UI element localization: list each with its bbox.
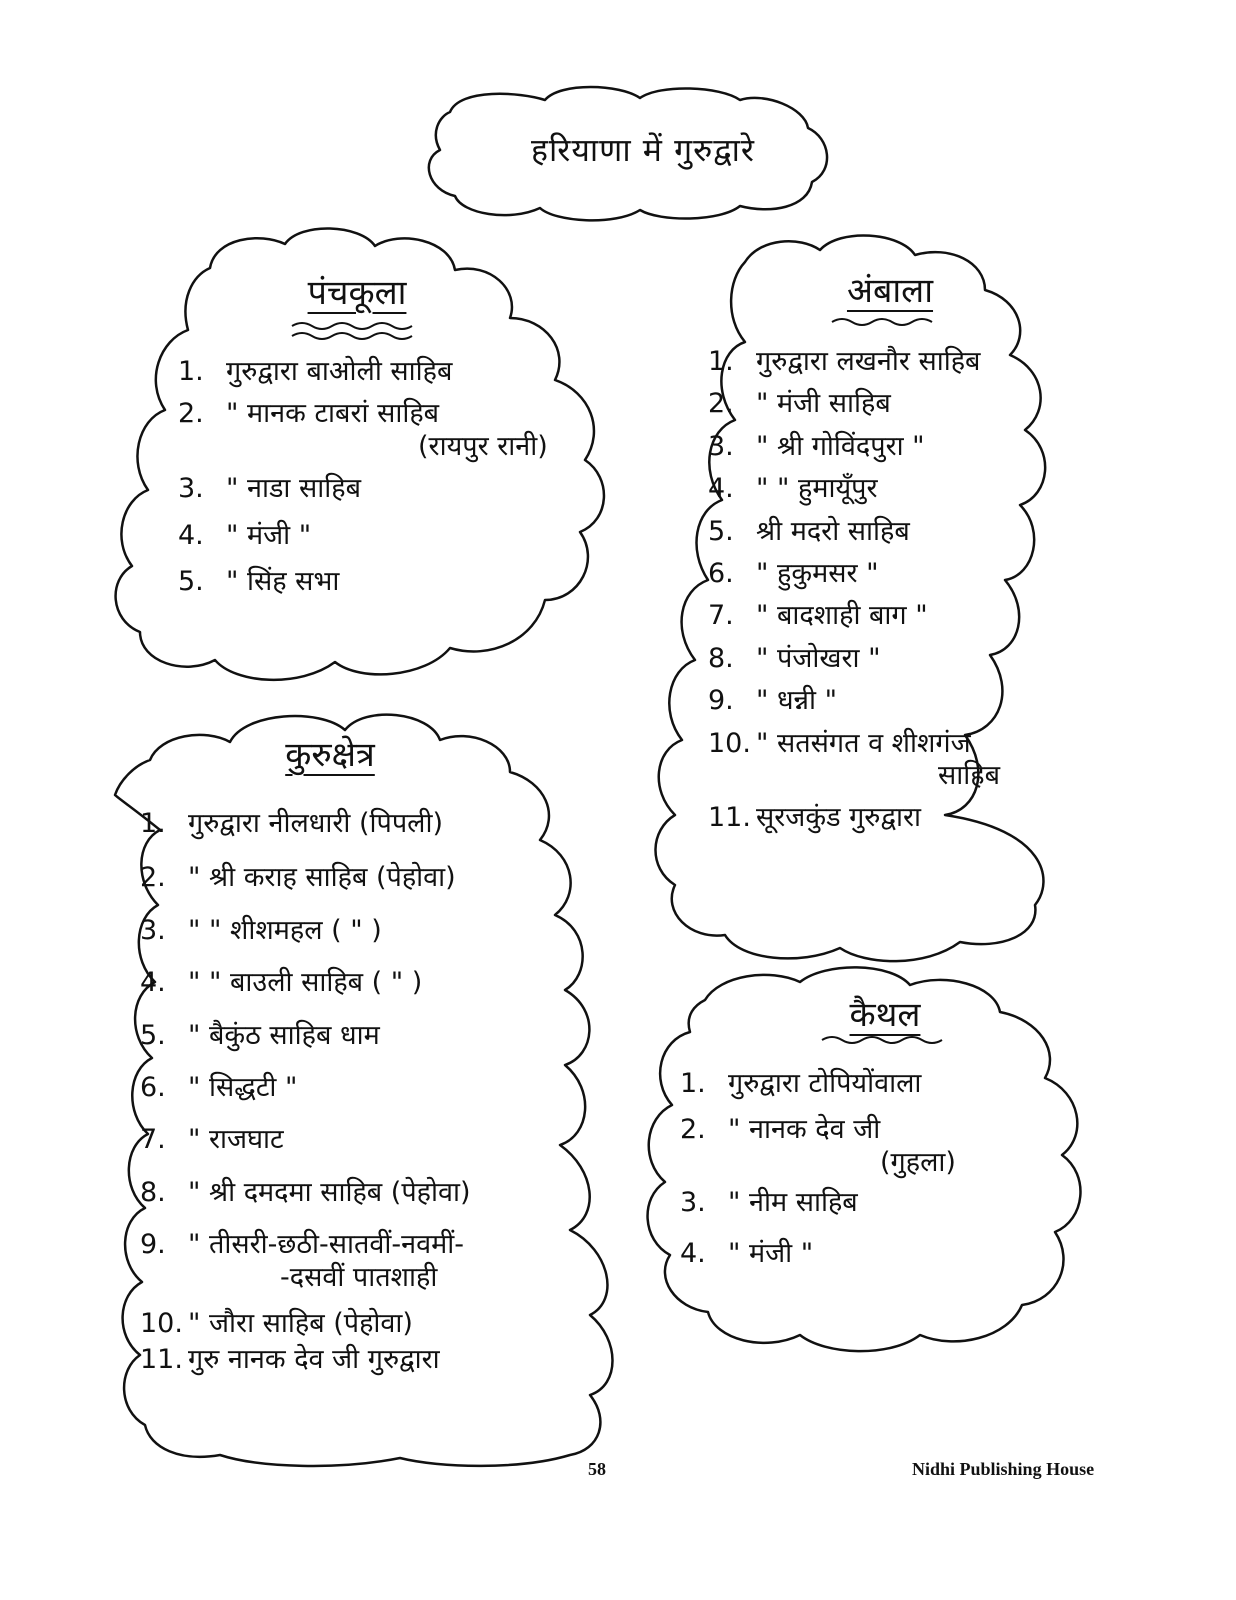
list-item: [708, 685, 1088, 717]
item-text: गुरुद्वारा लखनौर साहिब: [756, 346, 981, 377]
kaithal-heading: कैथल: [849, 995, 921, 1035]
list-item: [680, 1068, 1050, 1100]
item-continuation: (गुहला): [880, 1146, 956, 1178]
item-text: " श्री दमदमा साहिब (पेहोवा): [188, 1176, 471, 1208]
list-item: [140, 808, 610, 840]
list-item: [178, 356, 598, 388]
item-text: " नीम साहिब: [728, 1187, 858, 1219]
list-item: [708, 802, 1088, 834]
list-item: [708, 473, 1088, 505]
item-number: 6.: [708, 557, 734, 589]
item-text: " मंजी साहिब: [756, 388, 891, 420]
item-text: श्री मदरो साहिब: [756, 515, 910, 547]
list-item: [708, 516, 1088, 548]
item-text: " नाडा साहिब: [226, 473, 361, 505]
item-text: " मानक टाबरां साहिब: [226, 398, 440, 430]
list-item: [140, 1229, 610, 1294]
list-item: [140, 1124, 610, 1156]
list-item: [178, 398, 598, 463]
publisher-name: Nidhi Publishing House: [912, 1459, 1095, 1479]
item-text: " मंजी ": [226, 519, 312, 551]
item-number: 2.: [178, 398, 204, 430]
list-item: [140, 915, 610, 947]
item-number: 3.: [178, 473, 204, 505]
item-text: " श्री कराह साहिब (पेहोवा): [188, 862, 456, 894]
item-text: " जौरा साहिब (पेहोवा): [188, 1307, 413, 1339]
ambala-heading: अंबाला: [846, 271, 934, 311]
item-text: गुरुद्वारा टोपियोंवाला: [728, 1068, 922, 1099]
item-number: 1.: [140, 808, 166, 839]
item-text: " " शीशमहल ( " ): [188, 914, 382, 946]
item-text: " बादशाही बाग ": [756, 600, 928, 632]
panchkula-list: [178, 356, 598, 598]
list-item: [140, 1072, 610, 1104]
list-item: [178, 566, 598, 598]
list-item: [140, 1308, 610, 1340]
page-number: 58: [588, 1459, 606, 1479]
item-number: 2.: [708, 388, 734, 420]
kaithal-wave-underline: [820, 1030, 960, 1050]
item-text: " हुकुमसर ": [756, 557, 879, 589]
list-item: [140, 1344, 610, 1376]
item-text: " मंजी ": [728, 1237, 814, 1269]
item-text: " श्री गोविंदपुरा ": [756, 430, 925, 462]
item-text: सूरजकुंड गुरुद्वारा: [756, 802, 921, 834]
list-item: [708, 346, 1088, 378]
item-number: 3.: [680, 1187, 706, 1219]
item-text: " राजघाट: [188, 1124, 284, 1156]
list-item: [708, 643, 1088, 675]
item-number: 8.: [708, 642, 734, 674]
item-text: " पंजोखरा ": [756, 642, 881, 674]
kaithal-list: [680, 1068, 1050, 1270]
item-text: " " बाउली साहिब ( " ): [188, 967, 423, 999]
kurukshetra-list: [140, 808, 610, 1377]
item-text: गुरुद्वारा बाओली साहिब: [226, 356, 453, 387]
list-item: [680, 1187, 1050, 1219]
item-number: 4.: [708, 473, 734, 505]
item-number: 7.: [708, 600, 734, 632]
list-item: [708, 728, 1088, 793]
item-text: गुरुद्वारा नीलधारी (पिपली): [188, 808, 444, 839]
item-continuation: (रायपुर रानी): [418, 430, 548, 462]
item-number: 10.: [140, 1307, 183, 1339]
list-item: [140, 967, 610, 999]
item-number: 7.: [140, 1124, 166, 1156]
item-number: 4.: [178, 519, 204, 551]
item-number: 1.: [708, 346, 734, 377]
panchkula-heading: पंचकूला: [307, 273, 407, 313]
item-text: " बैकुंठ साहिब धाम: [188, 1019, 380, 1051]
item-number: 3.: [140, 914, 166, 946]
item-continuation: -दसवीं पातशाही: [280, 1261, 438, 1293]
item-number: 11.: [140, 1344, 183, 1376]
item-text: " नानक देव जी: [728, 1114, 881, 1146]
item-text: " धन्नी ": [756, 685, 837, 717]
item-number: 2.: [140, 862, 166, 894]
item-text: " तीसरी-छठी-सातवीं-नवमीं-: [188, 1229, 465, 1261]
ambala-list: [708, 346, 1088, 835]
item-number: 5.: [178, 565, 204, 597]
item-text: " सतसंगत व शीशगंज: [756, 727, 971, 759]
list-item: [680, 1238, 1050, 1270]
list-item: [708, 431, 1088, 463]
item-number: 9.: [708, 685, 734, 717]
item-text: " सिंह सभा: [226, 565, 340, 597]
list-item: [708, 388, 1088, 420]
list-item: [178, 473, 598, 505]
item-number: 2.: [680, 1114, 706, 1146]
list-item: [178, 520, 598, 552]
item-number: 3.: [708, 430, 734, 462]
kurukshetra-heading: कुरुक्षेत्र: [285, 735, 375, 775]
list-item: [708, 558, 1088, 590]
item-number: 1.: [680, 1068, 706, 1099]
item-number: 5.: [140, 1019, 166, 1051]
item-text: " " हुमायूँपुर: [756, 473, 878, 505]
item-number: 1.: [178, 356, 204, 387]
list-item: [680, 1114, 1050, 1179]
list-item: [140, 862, 610, 894]
list-item: [140, 1177, 610, 1209]
page-title: हरियाणा में गुरुद्वारे: [530, 131, 756, 169]
item-number: 9.: [140, 1229, 166, 1261]
item-text: गुरु नानक देव जी गुरुद्वारा: [188, 1344, 440, 1376]
item-number: 8.: [140, 1176, 166, 1208]
item-number: 5.: [708, 515, 734, 547]
item-continuation: साहिब: [938, 759, 1000, 791]
item-number: 4.: [680, 1237, 706, 1269]
list-item: [708, 600, 1088, 632]
item-number: 6.: [140, 1071, 166, 1103]
item-text: " सिद्धटी ": [188, 1071, 298, 1103]
item-number: 4.: [140, 967, 166, 999]
item-number: 10.: [708, 727, 751, 759]
ambala-wave-underline: [830, 312, 950, 332]
list-item: [140, 1020, 610, 1052]
panchkula-wave-underline: [290, 318, 430, 342]
item-number: 11.: [708, 802, 751, 834]
